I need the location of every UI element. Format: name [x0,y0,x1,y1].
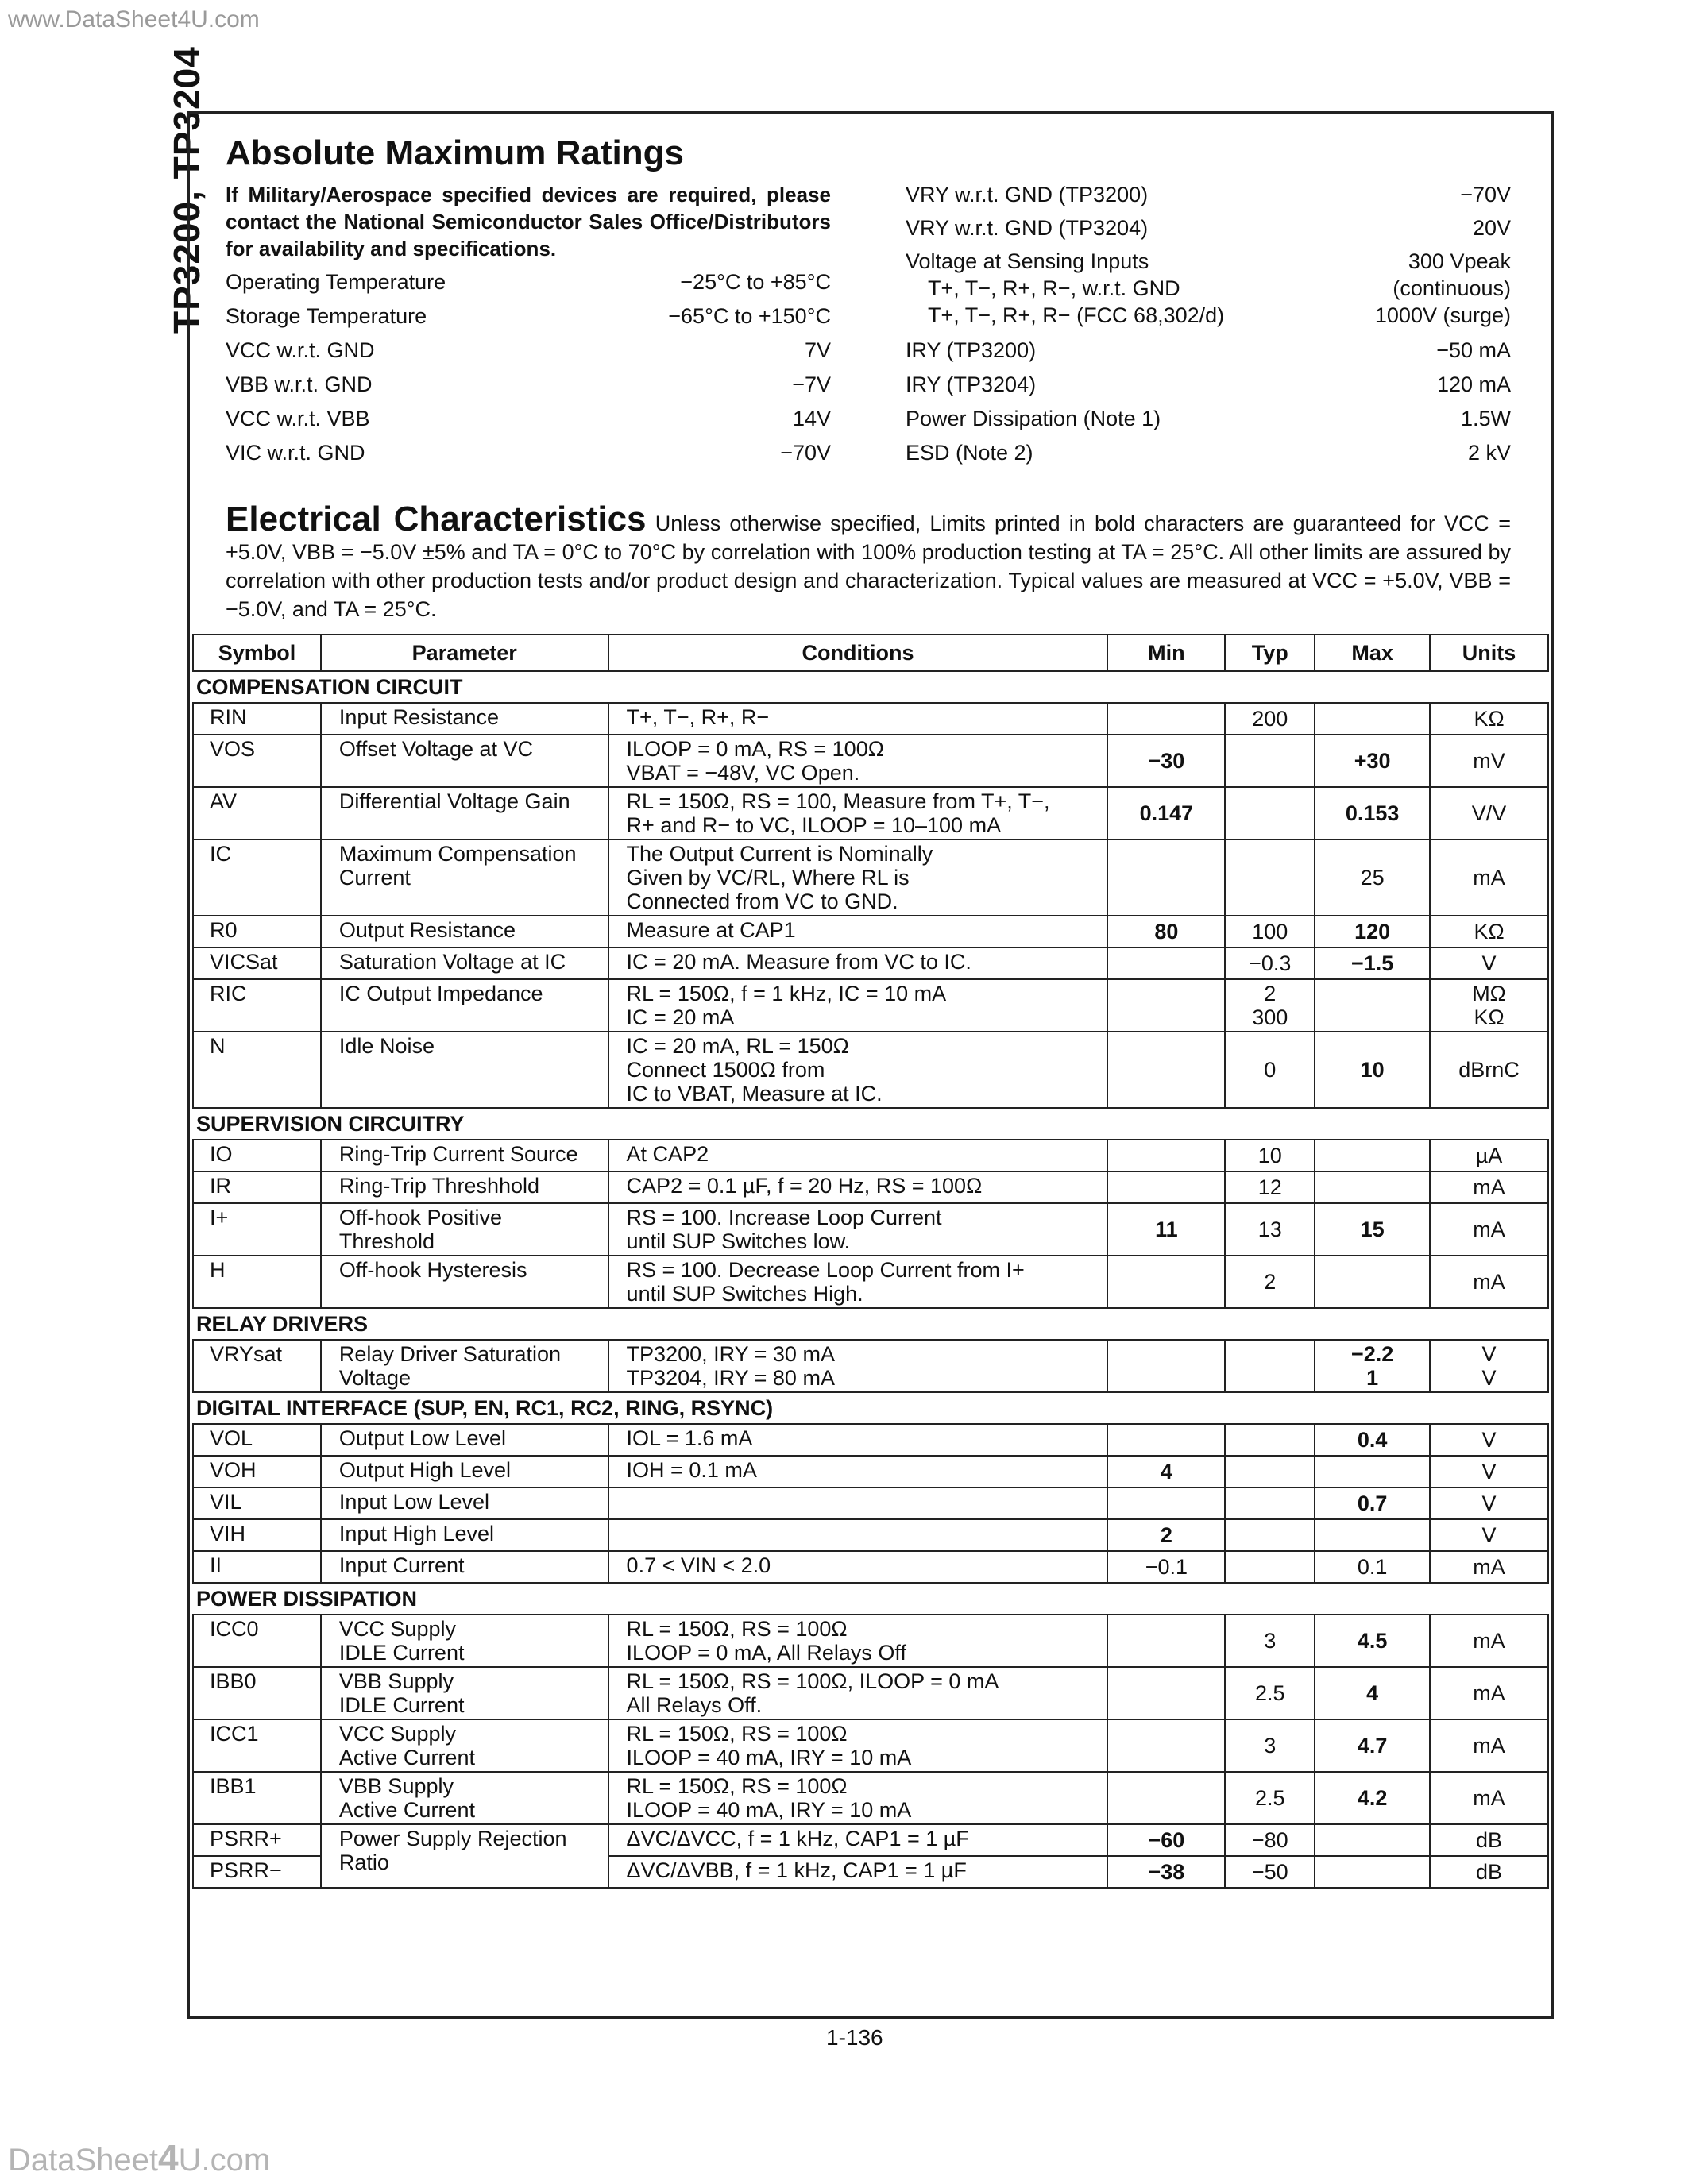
electrical-intro-text: Unless otherwise specified, Limits printed in bold characters are guaranteed for VCC = +5.0V, VBB = −5.0V ±5% and TA = 0°C to 70°C by correlation with 100% production testing at TA = 25°C. All other limits are assured by correlation with other production tests and/or product design and characterization. Typical values are measured at VCC = +5.0V, VBB = −5.0V, and TA = 25°C. [226,511,1511,621]
conditions-cell: RL = 150Ω, RS = 100, Measure from T+, T−, R+ and R− to VC, ILOOP = 10–100 mA [608,787,1108,839]
conditions-cell: IC = 20 mA, RL = 150Ω Connect 1500Ω from IC to VBAT, Measure at IC. [608,1032,1108,1108]
conditions-cell: RL = 150Ω, RS = 100Ω ILOOP = 0 mA, All Relays Off [608,1615,1108,1667]
typ-cell: −50 [1225,1856,1315,1888]
max-cell [1315,703,1430,735]
rating-row [906,405,1511,432]
parameter-cell: Input Resistance [321,703,608,735]
min-cell [1107,1772,1225,1824]
table-row [193,1772,1548,1824]
units-cell: mA [1430,1615,1548,1667]
rating-value: 7V [804,338,831,362]
watermark-bottom-b: 4 [158,2137,179,2178]
min-cell: 0.147 [1107,787,1225,839]
typ-cell [1225,735,1315,787]
conditions-cell: ΔVC/ΔVCC, f = 1 kHz, CAP1 = 1 µF [608,1824,1108,1856]
symbol-cell: II [193,1551,321,1583]
table-row [193,947,1548,979]
rating-row [226,303,831,330]
min-cell: −30 [1107,735,1225,787]
parameter-cell: Output High Level [321,1456,608,1488]
units-cell: mA [1430,1667,1548,1719]
parameter-cell: Output Low Level [321,1424,608,1456]
units-cell: V [1430,947,1548,979]
symbol-cell: ICC1 [193,1719,321,1772]
rating-label: VBB w.r.t. GND [226,372,373,396]
rating-label: ESD (Note 2) [906,441,1033,465]
min-cell [1107,1256,1225,1308]
rating-value: (continuous) [1393,276,1511,300]
max-cell: 0.7 [1315,1488,1430,1519]
min-cell: 2 [1107,1519,1225,1551]
min-cell [1107,1719,1225,1772]
rating-row [226,439,831,466]
symbol-cell: VOS [193,735,321,787]
symbol-cell: ICC0 [193,1615,321,1667]
typ-cell [1225,1488,1315,1519]
col-header: Typ [1225,635,1315,671]
min-cell: −60 [1107,1824,1225,1856]
rating-value: −65°C to +150°C [668,304,831,328]
typ-cell: 200 [1225,703,1315,735]
min-cell [1107,979,1225,1032]
rating-label: VRY w.r.t. GND (TP3200) [906,183,1149,206]
rating-row [906,439,1511,466]
typ-cell [1225,839,1315,916]
conditions-cell: IC = 20 mA. Measure from VC to IC. [608,947,1108,979]
units-cell: mA [1430,1551,1548,1583]
max-cell: 4 [1315,1667,1430,1719]
table-header-row [193,635,1548,671]
rating-label: Power Dissipation (Note 1) [906,407,1161,430]
symbol-cell: R0 [193,916,321,947]
typ-cell: 2 300 [1225,979,1315,1032]
parameter-cell: VBB Supply Active Current [321,1772,608,1824]
units-cell: mA [1430,1171,1548,1203]
table-row [193,839,1548,916]
symbol-cell: IO [193,1140,321,1171]
typ-cell [1225,1340,1315,1392]
section-row [193,1308,1548,1340]
min-cell [1107,947,1225,979]
rating-label: T+, T−, R+, R−, w.r.t. GND [928,276,1180,300]
units-cell: V [1430,1519,1548,1551]
symbol-cell: I+ [193,1203,321,1256]
symbol-cell: H [193,1256,321,1308]
max-cell: 4.2 [1315,1772,1430,1824]
parameter-cell: VCC Supply IDLE Current [321,1615,608,1667]
conditions-cell: RL = 150Ω, RS = 100Ω, ILOOP = 0 mA All Relays Off. [608,1667,1108,1719]
conditions-cell: T+, T−, R+, R− [608,703,1108,735]
min-cell [1107,1032,1225,1108]
conditions-cell: RS = 100. Decrease Loop Current from I+ until SUP Switches High. [608,1256,1108,1308]
conditions-cell: RL = 150Ω, RS = 100Ω ILOOP = 40 mA, IRY = 10 mA [608,1772,1108,1824]
symbol-cell: IR [193,1171,321,1203]
conditions-cell: At CAP2 [608,1140,1108,1171]
table-row [193,703,1548,735]
sensing-inputs-block [906,248,1511,329]
symbol-cell: RIC [193,979,321,1032]
parameter-cell: Differential Voltage Gain [321,787,608,839]
max-cell: +30 [1315,735,1430,787]
parameter-cell: IC Output Impedance [321,979,608,1032]
rating-row [906,181,1511,208]
rating-row [906,371,1511,398]
typ-cell: −0.3 [1225,947,1315,979]
rating-label: VRY w.r.t. GND (TP3204) [906,216,1149,240]
max-cell: 0.153 [1315,787,1430,839]
rating-value: −7V [792,372,831,396]
parameter-cell: Idle Noise [321,1032,608,1108]
symbol-cell: IC [193,839,321,916]
typ-cell: 3 [1225,1615,1315,1667]
typ-cell: 2 [1225,1256,1315,1308]
rating-value: 14V [792,407,831,430]
units-cell: V [1430,1456,1548,1488]
rating-value: 1000V (surge) [1374,303,1511,327]
units-cell: mV [1430,735,1548,787]
rating-label: VCC w.r.t. VBB [226,407,370,430]
rating-value: 300 Vpeak [1408,249,1511,273]
conditions-cell: RL = 150Ω, RS = 100Ω ILOOP = 40 mA, IRY = 10 mA [608,1719,1108,1772]
table-row [193,1340,1548,1392]
parameter-cell: Off-hook Positive Threshold [321,1203,608,1256]
rating-label: Voltage at Sensing Inputs [906,249,1149,273]
parameter-cell: Power Supply Rejection Ratio [321,1824,608,1888]
max-cell [1315,1256,1430,1308]
max-cell: 120 [1315,916,1430,947]
col-header: Max [1315,635,1430,671]
watermark-bottom-c: U.com [178,2143,271,2178]
rating-value: 2 kV [1467,441,1511,465]
typ-cell: 3 [1225,1719,1315,1772]
symbol-cell: VRYsat [193,1340,321,1392]
parameter-cell: Ring-Trip Current Source [321,1140,608,1171]
table-row [193,1719,1548,1772]
parameter-cell: Input Current [321,1551,608,1583]
typ-cell: 13 [1225,1203,1315,1256]
rating-value: 120 mA [1436,372,1511,396]
max-cell [1315,979,1430,1032]
section-title: RELAY DRIVERS [193,1308,1548,1340]
section-title: DIGITAL INTERFACE (SUP, EN, RC1, RC2, RING, RSYNC) [193,1392,1548,1424]
rating-row [906,337,1511,364]
table-row [193,1032,1548,1108]
rating-row [226,405,831,432]
table-row [193,735,1548,787]
section-title: SUPERVISION CIRCUITRY [193,1108,1548,1140]
max-cell [1315,1140,1430,1171]
min-cell [1107,703,1225,735]
col-header: Parameter [321,635,608,671]
parameter-cell: Relay Driver Saturation Voltage [321,1340,608,1392]
min-cell [1107,839,1225,916]
table-row [193,1424,1548,1456]
max-cell: −2.2 1 [1315,1340,1430,1392]
typ-cell: 2.5 [1225,1667,1315,1719]
table-row [193,1667,1548,1719]
units-cell: mA [1430,839,1548,916]
col-header: Min [1107,635,1225,671]
symbol-cell: RIN [193,703,321,735]
min-cell: 11 [1107,1203,1225,1256]
conditions-cell [608,1519,1108,1551]
rating-value: 1.5W [1460,407,1511,430]
min-cell [1107,1171,1225,1203]
typ-cell [1225,787,1315,839]
rating-label: VCC w.r.t. GND [226,338,375,362]
units-cell: V [1430,1424,1548,1456]
units-cell: mA [1430,1256,1548,1308]
units-cell: V V [1430,1340,1548,1392]
parameter-cell: Ring-Trip Threshhold [321,1171,608,1203]
units-cell: KΩ [1430,703,1548,735]
min-cell [1107,1424,1225,1456]
units-cell: mA [1430,1203,1548,1256]
conditions-cell: IOL = 1.6 mA [608,1424,1108,1456]
rating-row [906,214,1511,241]
rating-value: −25°C to +85°C [680,270,831,294]
symbol-cell: VIH [193,1519,321,1551]
symbol-cell: IBB0 [193,1667,321,1719]
table-row [193,1456,1548,1488]
min-cell: 80 [1107,916,1225,947]
max-cell: −1.5 [1315,947,1430,979]
rating-label: VIC w.r.t. GND [226,441,365,465]
min-cell: −0.1 [1107,1551,1225,1583]
max-cell: 15 [1315,1203,1430,1256]
units-cell: V/V [1430,787,1548,839]
watermark-bottom[interactable] [8,2136,270,2179]
symbol-cell: VOL [193,1424,321,1456]
table-row [193,979,1548,1032]
min-cell [1107,1615,1225,1667]
table-row [193,1519,1548,1551]
military-note: If Military/Aerospace specified devices are required, please contact the National Semiconductor Sales Office/Distributors for availability and specifications. [226,183,831,260]
units-cell: V [1430,1488,1548,1519]
section-row [193,1108,1548,1140]
conditions-cell: CAP2 = 0.1 µF, f = 20 Hz, RS = 100Ω [608,1171,1108,1203]
electrical-title: Electrical Characteristics [226,500,647,538]
section-title: COMPENSATION CIRCUIT [193,671,1548,703]
section-row [193,1392,1548,1424]
typ-cell: −80 [1225,1824,1315,1856]
col-header: Conditions [608,635,1108,671]
min-cell [1107,1340,1225,1392]
table-row [193,1615,1548,1667]
side-title: TP3200, TP3204 [166,46,207,334]
conditions-cell: RS = 100. Increase Loop Current until SUP Switches low. [608,1203,1108,1256]
page-number: 1-136 [826,2025,883,2050]
conditions-cell: ILOOP = 0 mA, RS = 100Ω VBAT = −48V, VC Open. [608,735,1108,787]
max-cell [1315,1856,1430,1888]
typ-cell [1225,1424,1315,1456]
max-cell [1315,1171,1430,1203]
symbol-cell: VIL [193,1488,321,1519]
absolute-max-title: Absolute Maximum Ratings [226,133,684,172]
col-header: Units [1430,635,1548,671]
conditions-cell: 0.7 < VIN < 2.0 [608,1551,1108,1583]
parameter-cell: VBB Supply IDLE Current [321,1667,608,1719]
typ-cell [1225,1551,1315,1583]
table-row [193,1488,1548,1519]
col-header: Symbol [193,635,321,671]
symbol-cell: AV [193,787,321,839]
units-cell: dB [1430,1824,1548,1856]
table-body [193,671,1548,1888]
min-cell [1107,1667,1225,1719]
typ-cell: 2.5 [1225,1772,1315,1824]
min-cell [1107,1140,1225,1171]
max-cell: 0.4 [1315,1424,1430,1456]
conditions-cell: TP3200, IRY = 30 mA TP3204, IRY = 80 mA [608,1340,1108,1392]
min-cell [1107,1488,1225,1519]
parameter-cell: Output Resistance [321,916,608,947]
parameter-cell: Input High Level [321,1519,608,1551]
max-cell: 25 [1315,839,1430,916]
units-cell: mA [1430,1719,1548,1772]
rating-row [226,371,831,398]
table-row [193,1824,1548,1856]
typ-cell [1225,1456,1315,1488]
typ-cell: 100 [1225,916,1315,947]
max-cell [1315,1824,1430,1856]
table-row [193,1256,1548,1308]
section-title: POWER DISSIPATION [193,1583,1548,1615]
parameter-cell: Input Low Level [321,1488,608,1519]
conditions-cell: IOH = 0.1 mA [608,1456,1108,1488]
parameter-cell: VCC Supply Active Current [321,1719,608,1772]
symbol-cell: PSRR− [193,1856,321,1888]
conditions-cell: ΔVC/ΔVBB, f = 1 kHz, CAP1 = 1 µF [608,1856,1108,1888]
units-cell: KΩ [1430,916,1548,947]
max-cell [1315,1519,1430,1551]
units-cell: µA [1430,1140,1548,1171]
table-row [193,1140,1548,1171]
electrical-characteristics-table [192,634,1549,1889]
conditions-cell: RL = 150Ω, f = 1 kHz, IC = 10 mA IC = 20 mA [608,979,1108,1032]
table-row [193,1203,1548,1256]
watermark-bottom-a: DataSheet [8,2143,159,2178]
symbol-cell: PSRR+ [193,1824,321,1856]
section-row [193,671,1548,703]
symbol-cell: IBB1 [193,1772,321,1824]
table-row [193,787,1548,839]
max-cell: 10 [1315,1032,1430,1108]
conditions-cell [608,1488,1108,1519]
min-cell: −38 [1107,1856,1225,1888]
parameter-cell: Saturation Voltage at IC [321,947,608,979]
rating-label: Storage Temperature [226,304,427,328]
max-cell [1315,1456,1430,1488]
units-cell: MΩ KΩ [1430,979,1548,1032]
watermark-top[interactable]: www.DataSheet4U.com [8,6,260,33]
typ-cell: 0 [1225,1032,1315,1108]
parameter-cell: Off-hook Hysteresis [321,1256,608,1308]
conditions-cell: The Output Current is Nominally Given by VC/RL, Where RL is Connected from VC to GND. [608,839,1108,916]
max-cell: 4.7 [1315,1719,1430,1772]
typ-cell: 10 [1225,1140,1315,1171]
symbol-cell: VICSat [193,947,321,979]
rating-row [226,268,831,295]
electrical-intro [226,500,1511,623]
parameter-cell: Maximum Compensation Current [321,839,608,916]
rating-value: 20V [1472,216,1511,240]
parameter-cell: Offset Voltage at VC [321,735,608,787]
units-cell: mA [1430,1772,1548,1824]
max-cell: 0.1 [1315,1551,1430,1583]
rating-label: T+, T−, R+, R− (FCC 68,302/d) [928,303,1225,327]
rating-value: −50 mA [1436,338,1511,362]
rating-value: −70V [1460,183,1511,206]
rating-label: IRY (TP3200) [906,338,1037,362]
rating-label: IRY (TP3204) [906,372,1037,396]
table-row [193,1551,1548,1583]
rating-value: −70V [780,441,831,465]
symbol-cell: N [193,1032,321,1108]
typ-cell: 12 [1225,1171,1315,1203]
section-row [193,1583,1548,1615]
typ-cell [1225,1519,1315,1551]
symbol-cell: VOH [193,1456,321,1488]
units-cell: dB [1430,1856,1548,1888]
max-cell: 4.5 [1315,1615,1430,1667]
units-cell: dBrnC [1430,1032,1548,1108]
table-row [193,1171,1548,1203]
rating-row [226,337,831,364]
conditions-cell: Measure at CAP1 [608,916,1108,947]
rating-label: Operating Temperature [226,270,446,294]
min-cell: 4 [1107,1456,1225,1488]
table-row [193,916,1548,947]
